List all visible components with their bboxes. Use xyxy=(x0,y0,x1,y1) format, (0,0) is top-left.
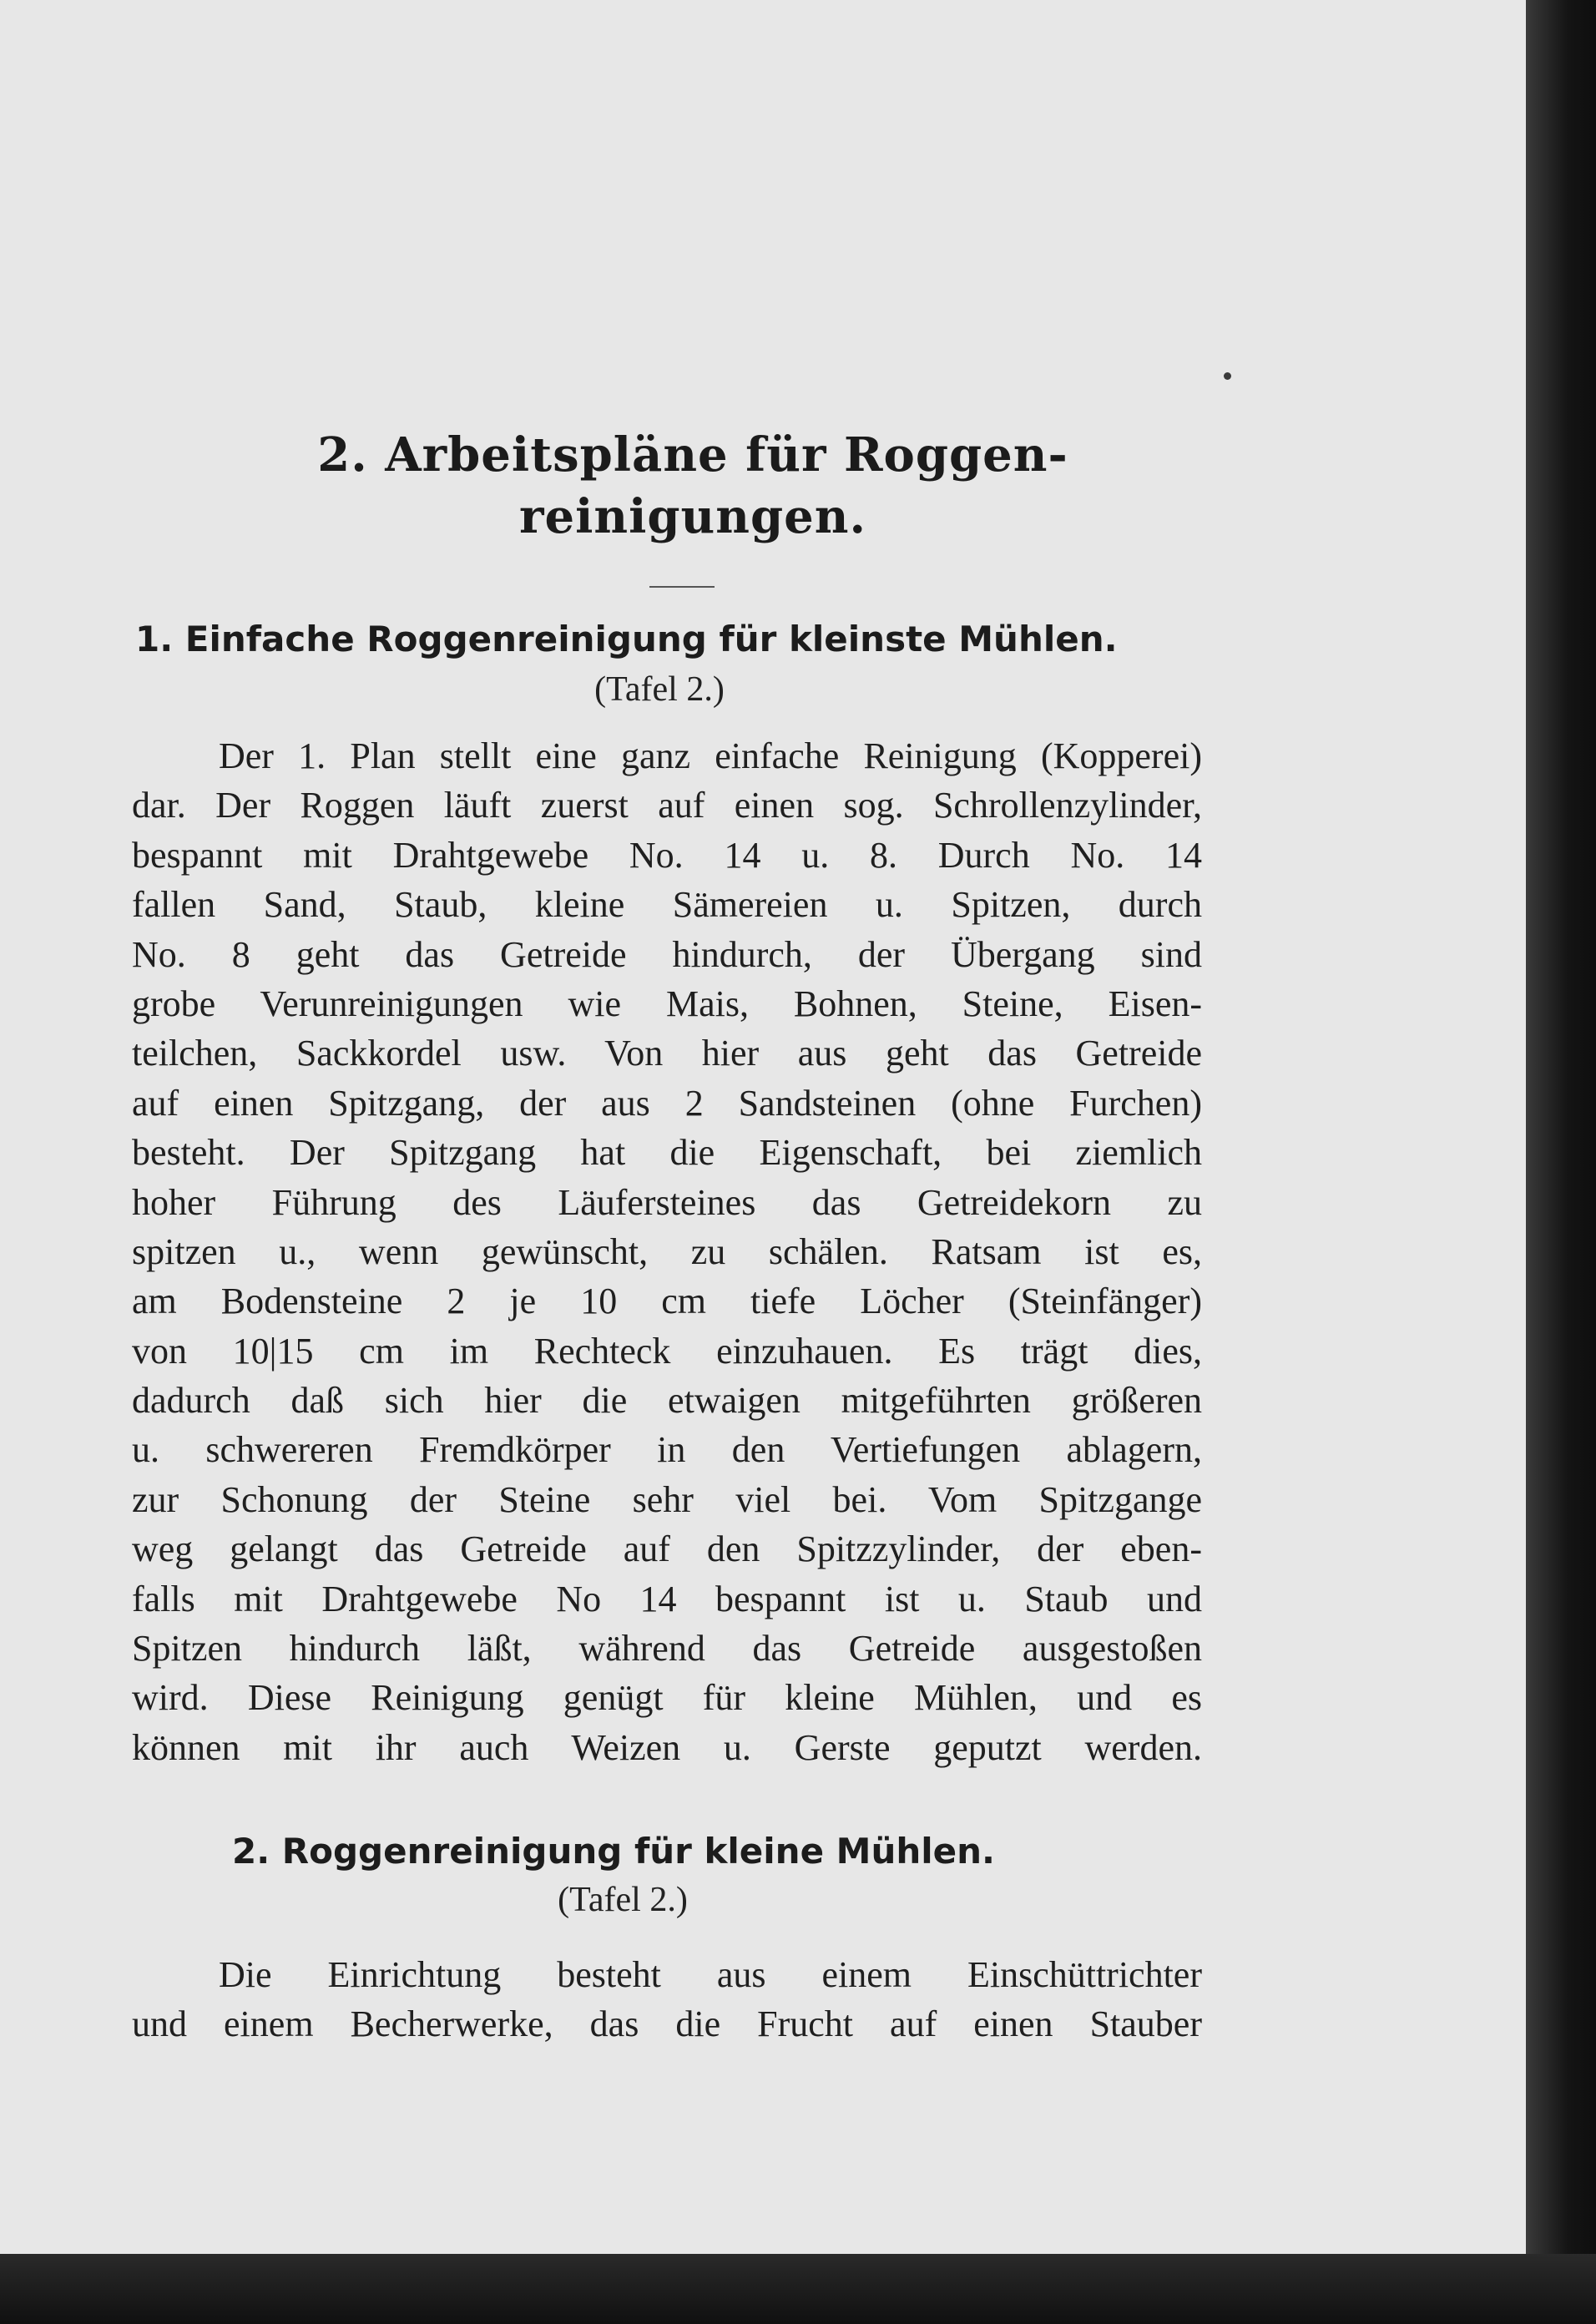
text-line: dar. Der Roggen läuft zuerst auf einen sog. Schrollenzylinder, xyxy=(132,785,1202,826)
text-line: bespannt mit Drahtgewebe No. 14 u. 8. Durch No. 14 xyxy=(132,834,1202,876)
section-1-paragraph xyxy=(132,731,1202,1772)
chapter-title xyxy=(225,424,1160,548)
page-speck xyxy=(1224,372,1231,380)
section-2-paragraph xyxy=(132,1950,1202,2049)
text-line: wird. Diese Reinigung genügt für kleine Mühlen, und es xyxy=(132,1677,1202,1719)
text-line: dadurch daß sich hier die etwaigen mitgeführten größeren xyxy=(132,1380,1202,1422)
page-edge-shadow-bottom xyxy=(0,2254,1596,2324)
text-line: zur Schonung der Steine sehr viel bei. Vom Spitzgange xyxy=(132,1478,1202,1520)
text-line: Spitzen hindurch läßt, während das Getreide ausgestoßen xyxy=(132,1628,1202,1670)
text-line: Der 1. Plan stellt eine ganz einfache Reinigung (Kopperei) xyxy=(219,735,1202,776)
text-line: u. schwereren Fremdkörper in den Vertiefungen ablagern, xyxy=(132,1429,1202,1471)
text-line: hoher Führung des Läufersteines das Getreidekorn zu xyxy=(132,1181,1202,1223)
title-divider xyxy=(649,586,715,588)
section-1-plate-reference: (Tafel 2.) xyxy=(594,670,725,709)
text-line: können mit ihr auch Weizen u. Gerste geputzt werden. xyxy=(132,1726,1202,1768)
page-edge-shadow-right xyxy=(1526,0,1596,2324)
section-2-plate-reference: (Tafel 2.) xyxy=(558,1881,688,1919)
text-line: teilchen, Sackkordel usw. Von hier aus geht das Getreide xyxy=(132,1033,1202,1074)
section-1-heading: 1. Einfache Roggenreinigung für kleinste Mühlen. xyxy=(135,619,1118,659)
text-line: grobe Verunreinigungen wie Mais, Bohnen, Steine, Eisen- xyxy=(132,983,1202,1024)
text-line: falls mit Drahtgewebe No 14 bespannt ist u. Staub und xyxy=(132,1578,1202,1619)
chapter-title-line-2: reinigungen. xyxy=(519,489,866,544)
text-line: Die Einrichtung besteht aus einem Einschüttrichter xyxy=(219,1954,1202,1995)
section-2-heading: 2. Roggenreinigung für kleine Mühlen. xyxy=(232,1831,996,1872)
chapter-title-line-1: 2. Arbeitspläne für Roggen- xyxy=(317,427,1068,482)
text-line: weg gelangt das Getreide auf den Spitzzylinder, der eben- xyxy=(132,1528,1202,1570)
text-line: am Bodensteine 2 je 10 cm tiefe Löcher (Steinfänger) xyxy=(132,1281,1202,1322)
text-line: spitzen u., wenn gewünscht, zu schälen. Ratsam ist es, xyxy=(132,1230,1202,1272)
text-line: fallen Sand, Staub, kleine Sämereien u. Spitzen, durch xyxy=(132,884,1202,926)
text-line: und einem Becherwerke, das die Frucht auf einen Stauber xyxy=(132,2003,1202,2045)
text-line: besteht. Der Spitzgang hat die Eigenschaft, bei ziemlich xyxy=(132,1132,1202,1174)
text-line: No. 8 geht das Getreide hindurch, der Übergang sind xyxy=(132,933,1202,975)
text-line: auf einen Spitzgang, der aus 2 Sandsteinen (ohne Furchen) xyxy=(132,1082,1202,1124)
text-line: von 10|15 cm im Rechteck einzuhauen. Es trägt dies, xyxy=(132,1330,1202,1372)
